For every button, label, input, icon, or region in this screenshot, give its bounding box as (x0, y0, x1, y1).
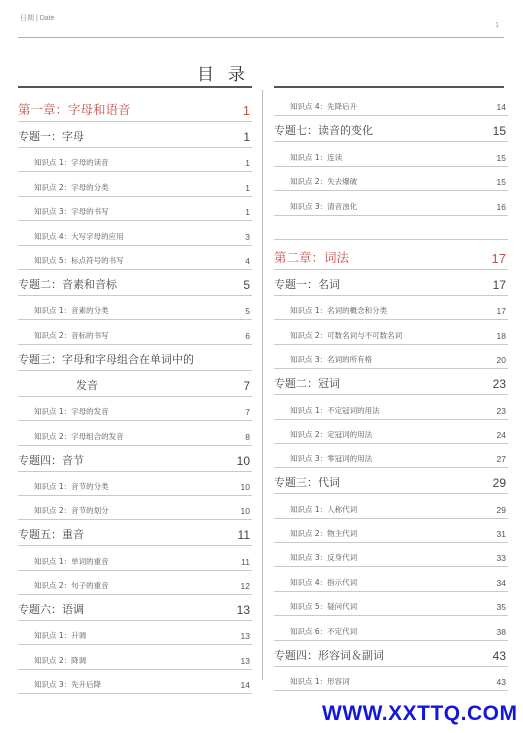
entry-page-number: 5 (243, 277, 250, 292)
knowledge-point-entry (274, 616, 508, 640)
entry-page-number: 1 (242, 103, 250, 118)
page-title: 目录 (197, 65, 259, 85)
entry-label: 专题七：读音的变化 (274, 124, 373, 138)
entry-label: 知识点 1：形容词 (290, 677, 350, 687)
topic-entry (18, 520, 252, 546)
entry-page-number: 38 (496, 626, 506, 637)
entry-page-number: 43 (496, 677, 506, 688)
entry-page-number: 17 (492, 277, 506, 292)
entry-label: 知识点 5：疑问代词 (290, 602, 358, 612)
topic-entry (18, 270, 252, 296)
entry-page-number: 31 (496, 529, 506, 540)
entry-label: 知识点 3：字母的书写 (34, 207, 109, 217)
entry-label: 知识点 6：不定代词 (290, 626, 358, 636)
entry-page-number: 23 (492, 377, 506, 392)
entry-label: 知识点 2：音标的书写 (34, 330, 109, 340)
entry-label: 知识点 2：句子的重音 (34, 581, 109, 591)
knowledge-point-entry (18, 472, 252, 496)
knowledge-point-entry (274, 92, 508, 116)
entry-page-number: 11 (241, 556, 250, 567)
entry-label: 专题四：音节 (18, 453, 84, 467)
entry-page-number: 27 (496, 454, 506, 465)
knowledge-point-entry (18, 571, 252, 595)
entry-page-number: 3 (245, 231, 250, 242)
title-rule-left (18, 86, 252, 88)
entry-label: 知识点 1：字母的发音 (34, 407, 109, 417)
knowledge-point-entry (274, 142, 508, 166)
entry-label: 知识点 2：字母组合的发音 (34, 431, 124, 441)
knowledge-point-entry (18, 496, 252, 520)
watermark: WWW.XXTTQ.COM (322, 702, 518, 725)
entry-page-number: 29 (496, 504, 506, 515)
entry-page-number: 4 (245, 255, 250, 266)
entry-page-number: 15 (496, 177, 506, 188)
entry-label: 知识点 1：字母的读音 (34, 158, 109, 168)
entry-label: 知识点 3：零冠词的用法 (290, 454, 373, 464)
entry-label: 知识点 2：物主代词 (290, 529, 358, 539)
entry-page-number: 1 (245, 158, 250, 169)
page-number: 1 (495, 22, 499, 29)
entry-page-number: 24 (496, 429, 506, 440)
entry-label: 知识点 1：音素的分类 (34, 306, 109, 316)
entry-page-number: 20 (496, 355, 506, 366)
title-rule-right (274, 86, 504, 88)
entry-label: 知识点 4：先降后升 (290, 102, 358, 112)
knowledge-point-entry (18, 296, 252, 320)
entry-label: 知识点 2：可数名词与不可数名词 (290, 330, 403, 340)
entry-page-number: 14 (496, 102, 506, 113)
entry-page-number: 14 (240, 680, 250, 691)
entry-label: 知识点 3：名词的所有格 (290, 355, 373, 365)
knowledge-point-entry (18, 148, 252, 172)
entry-page-number: 1 (245, 207, 250, 218)
entry-label: 知识点 1：单词的重音 (34, 556, 109, 566)
topic-entry (18, 595, 252, 621)
entry-page-number: 33 (496, 553, 506, 564)
knowledge-point-entry (18, 621, 252, 645)
entry-page-number: 34 (496, 577, 506, 588)
entry-label: 第二章：词法 (274, 249, 350, 265)
entry-label: 知识点 3：反身代词 (290, 553, 358, 563)
knowledge-point-entry (274, 494, 508, 518)
topic-entry (18, 345, 252, 371)
entry-label: 专题五：重音 (18, 528, 84, 542)
entry-page-number: 6 (245, 330, 250, 341)
entry-label: 知识点 3：先升后降 (34, 680, 102, 690)
column-divider (262, 90, 263, 680)
entry-label: 专题三：字母和字母组合在单词中的 (18, 352, 194, 366)
blank-line (274, 216, 508, 240)
chapter-entry (274, 240, 508, 270)
entry-label: 专题三：代词 (274, 476, 340, 490)
topic-entry (274, 468, 508, 494)
entry-page-number: 43 (492, 648, 506, 663)
knowledge-point-entry (18, 246, 252, 270)
knowledge-point-entry (274, 444, 508, 468)
entry-label: 专题一：字母 (18, 130, 84, 143)
entry-page-number: 10 (236, 453, 250, 468)
toc-right-column (274, 92, 508, 691)
entry-label: 知识点 2：降调 (34, 655, 87, 665)
topic-entry-continued (18, 371, 252, 397)
knowledge-point-entry (18, 221, 252, 245)
knowledge-point-entry (18, 320, 252, 344)
topic-entry (274, 270, 508, 296)
entry-page-number: 10 (240, 481, 250, 492)
entry-page-number: 13 (236, 603, 250, 618)
knowledge-point-entry (274, 345, 508, 369)
knowledge-point-entry (274, 167, 508, 191)
entry-page-number: 35 (496, 602, 506, 613)
entry-page-number: 17 (496, 306, 506, 317)
entry-page-number: 7 (245, 407, 250, 418)
topic-entry (18, 122, 252, 148)
entry-label: 专题一：名词 (274, 277, 340, 291)
entry-label: 专题四：形容词＆副词 (274, 648, 384, 662)
entry-label: 知识点 1：连读 (290, 152, 343, 162)
entry-page-number: 8 (245, 431, 250, 442)
knowledge-point-entry (18, 172, 252, 196)
entry-page-number: 18 (496, 330, 506, 341)
entry-label: 知识点 2：定冠词的用法 (290, 429, 373, 439)
entry-label: 知识点 1：人称代词 (290, 504, 358, 514)
knowledge-point-entry (18, 645, 252, 669)
entry-label: 知识点 5：标点符号的书写 (34, 255, 124, 265)
entry-page-number: 7 (243, 378, 250, 393)
knowledge-point-entry (18, 670, 252, 694)
entry-page-number: 13 (240, 655, 250, 666)
header-rule (18, 37, 504, 38)
entry-page-number: 29 (492, 476, 506, 491)
entry-page-number: 15 (496, 152, 506, 163)
toc-left-column (18, 92, 252, 694)
topic-entry (274, 369, 508, 395)
knowledge-point-entry (274, 191, 508, 215)
knowledge-point-entry (274, 519, 508, 543)
topic-entry (274, 641, 508, 667)
knowledge-point-entry (274, 420, 508, 444)
entry-page-number: 12 (240, 581, 250, 592)
entry-label: 知识点 1：升调 (34, 631, 87, 641)
chapter-entry (18, 92, 252, 122)
knowledge-point-entry (274, 567, 508, 591)
knowledge-point-entry (274, 592, 508, 616)
entry-page-number: 23 (496, 405, 506, 416)
entry-label: 专题六：语调 (18, 603, 84, 617)
entry-label: 知识点 4：大写字母的应用 (34, 231, 124, 241)
knowledge-point-entry (18, 546, 252, 570)
entry-page-number: 10 (240, 506, 250, 517)
entry-label: 专题二：音素和音标 (18, 277, 117, 291)
knowledge-point-entry (18, 421, 252, 445)
entry-label: 专题二：冠词 (274, 377, 340, 391)
knowledge-point-entry (18, 397, 252, 421)
entry-label: 知识点 1：不定冠词的用法 (290, 405, 380, 415)
knowledge-point-entry (274, 395, 508, 419)
knowledge-point-entry (274, 667, 508, 691)
entry-label: 知识点 2：音节的划分 (34, 506, 109, 516)
entry-label: 发音 (76, 378, 98, 392)
entry-label: 知识点 1：音节的分类 (34, 481, 109, 491)
entry-page-number: 5 (245, 306, 250, 317)
entry-label: 知识点 3：清音浊化 (290, 201, 358, 211)
knowledge-point-entry (274, 320, 508, 344)
entry-page-number: 1 (245, 182, 250, 193)
header-date-label: 日期 | Date (20, 15, 55, 22)
entry-page-number: 16 (496, 201, 506, 212)
entry-label: 知识点 2：字母的分类 (34, 182, 109, 192)
entry-page-number: 13 (240, 631, 250, 642)
knowledge-point-entry (274, 543, 508, 567)
topic-entry (18, 446, 252, 472)
entry-page-number: 15 (492, 124, 506, 139)
entry-page-number: 1 (243, 130, 250, 144)
entry-label: 第一章：字母和语音 (18, 102, 131, 117)
knowledge-point-entry (274, 296, 508, 320)
entry-page-number: 17 (491, 250, 506, 266)
entry-label: 知识点 1：名词的概念和分类 (290, 306, 388, 316)
entry-label: 知识点 4：指示代词 (290, 577, 358, 587)
knowledge-point-entry (18, 197, 252, 221)
entry-page-number: 11 (237, 528, 250, 543)
entry-label: 知识点 2：失去爆破 (290, 177, 358, 187)
topic-entry (274, 116, 508, 142)
